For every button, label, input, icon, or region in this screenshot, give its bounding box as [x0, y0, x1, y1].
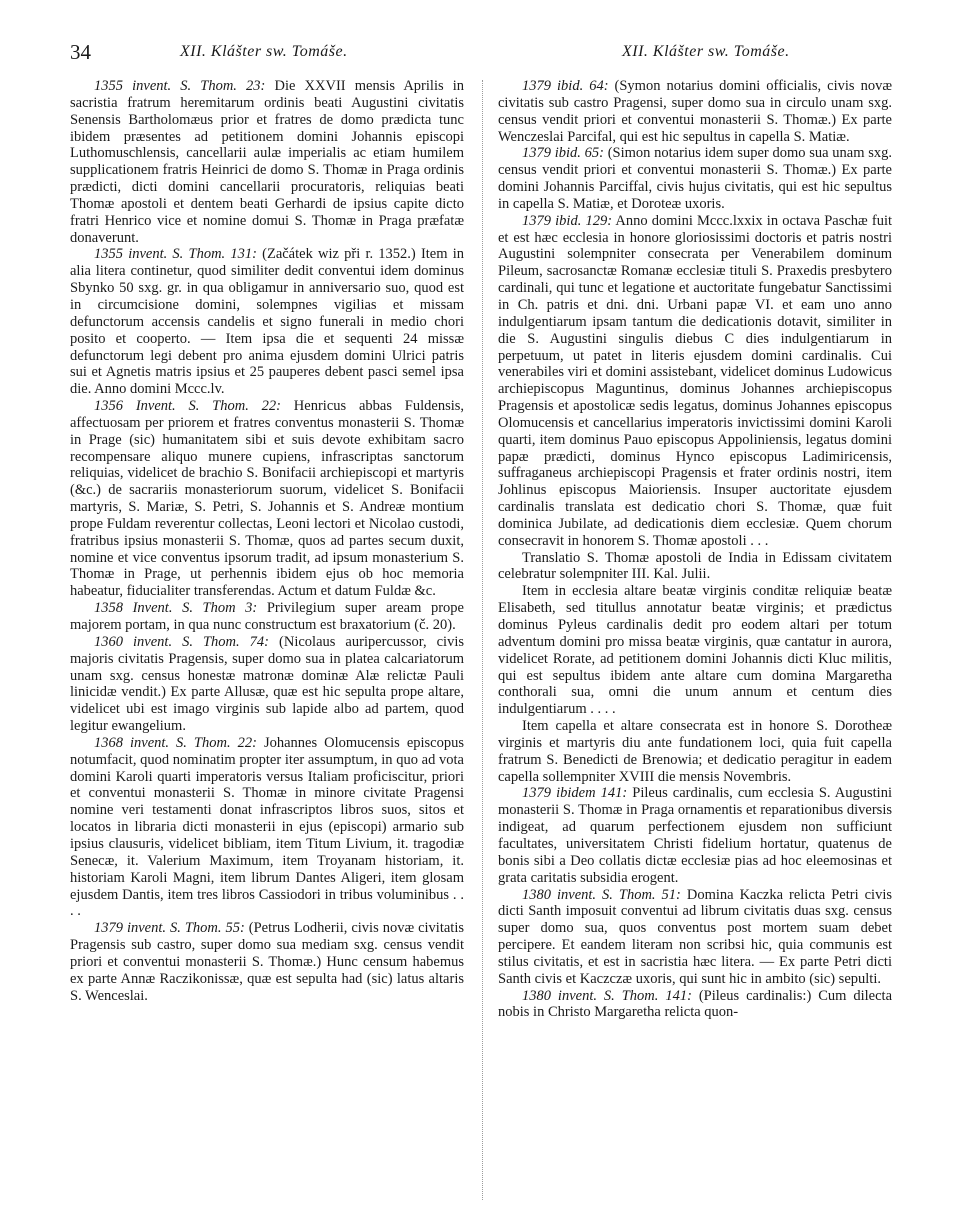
entry-text: (Symon notarius domini officialis, civis novæ civitatis sub castro Pragensi, super domo sua in circulo unam sxg. census vendit priori et conventui monasterii S. Thomæ.) Ex parte Wenczeslai Parcifal, qui est hic sepultus in capella S. Matiæ. [498, 78, 892, 145]
entry-paragraph [498, 550, 892, 584]
entry-reference: 1360 invent. S. Thom. 74: [94, 633, 270, 650]
entry-paragraph [498, 785, 892, 886]
entry-reference: 1379 invent. S. Thom. 55: [94, 920, 245, 937]
entry-reference: 1368 invent. S. Thom. 22: [94, 734, 257, 751]
entry-text: Henricus abbas Fuldensis, affectuosam per priorem et fratres conventus monasterii S. Thomæ in Prage (sic) humanitatem sibi et suis devote exhibitam sacro recompensare aliquo munere cupiens, infrascriptas sanctorum reliquias, videlicet de brachio S. Bonifacii archiepiscopi et martyris (&c.) de sacrariis monasteriorum suorum, videlicet S. Bonifacii martyris, S. Mariæ, S. Petri, S. Johannis et S. Andreæ montium prope Fuldam reverentur collectas, Leoni lectori et Nicolao custodi, fratribus ipsius monasterii S. Thomæ, quos ad partes secum duxit, nomine et vice conventus ipsorum tradit, ad ipsum monasterium S. Thomæ in Prage, ut perhennis ibidem ejus ob hoc memoria habeatur, fiducialiter transferendas. Actum et datum Fuldæ &c. [70, 398, 465, 600]
entry-text: Privilegium super aream prope majorem portam, in qua nunc constructum est braxatorium (č. 20). [70, 600, 464, 633]
entry-reference: 1356 Invent. S. Thom. 22: [94, 398, 281, 415]
page-number: 34 [70, 40, 91, 64]
entry-reference: 1380 invent. S. Thom. 51: [522, 886, 681, 903]
page-header [62, 38, 902, 68]
entry-text: Johannes Olomucensis episcopus notumfacit, quod nominatim propter iter assumptum, in quo ad vota domini Karoli quarti imperatoris versus Italiam proficiscitur, priori et conventui monasterii S. Thomæ in minore civitate Pragensi nomine veri testamenti donat infrascriptos libros suos, sitos et locatos in libraria dicti monasterii in ejus (episcopi) armario sub ipsius clausuris, videlicet bibliam, item Titum Livium, it. tragodiæ Senecæ, it. Valerium Maximum, item Troyanam historiam, it. historiam Karoli Magni, item librum Dantes Aligeri, item glosam ejusdem Dantis, item tres libros Cassiodori in tribus voluminibus . . . . [70, 734, 465, 920]
entry-text: Die XXVII mensis Aprilis in sacristia fratrum heremitarum ordinis beati Augustini civitatis Senensis Bartholomæus prior et fratres de domo prædicta tunc ibidem præsentes ad petitionem domini Johannis episcopi Luthomuschlensis, cancellarii aulæ imperialis ac etiam humilem supplicationem fratris Heinrici de domo S. Thomæ in Praga ordinis prædicti, dicti domini cancellarii procuratoris, reliquias beati Thomæ apostoli et dentem beati Gerhardi de ipsius capite dicto fratri Henrico vice et nomine domui S. Thomæ in Praga præfatæ donaverunt. [70, 78, 465, 246]
entry-paragraph [70, 78, 464, 246]
entry-paragraph [498, 583, 892, 718]
running-head-right: XII. Klášter sw. Tomáše. [622, 43, 790, 60]
entry-paragraph [498, 145, 892, 212]
entry-paragraph [70, 735, 464, 920]
entry-text: Pileus cardinalis, cum ecclesia S. Augustini monasterii S. Thomæ in Praga ornamentis et reparationibus diversis indigeat, ad quarum perfectionem ejusdem non sufficiunt facultates, universitatem Christi fidelium hortatur, quatenus de bonis sibi a Deo collatis dictæ ecclesiæ pias ad hoc eleemosinas et grata caritatis subsidia erogent. [498, 785, 892, 886]
entry-paragraph [498, 887, 892, 988]
entry-paragraph [70, 398, 464, 600]
entry-text: Anno domini Mccc.lxxix in octava Paschæ fuit et est hæc ecclesia in honore gloriosissimi doctoris et patris nostri Augustini solempniter consecrata per Venerabilem dominum Pileum, sacrosanctæ Romanæ ecclesiæ tituli S. Praxedis presbytero cardinali, qui tunc et legatione et auctoritate fungebatur Sanctissimi in Ch. patris et dni. dni. Urbani papæ VI. et eam uno anno indulgentiarum ipsam tantum die dedicationis dotavit, similiter in die S. Augustini singulis diebus C dies indulgentiarum in perpetuum, ut patet in literis ejusdem domini cardinalis. Cui venerabiles viri et domini assistebant, videlicet dominus Ludowicus archiepiscopus Maguntinus, dominus Johannes archiepiscopus Pragensis et apostolicæ sedis legatus, dominus Johannes episcopus Olomucensis et cancellarius imperatoris invictissimi domini Karoli quarti, item dominus Pauo episcopus Appoliniensis, legatus domini papæ prædicti, dominus Hynco episcopus Ladimiricensis, suffraganeus archiepiscopi Pragensis et frater ordinis nostri, item Johlinus episcopus Maioriensis. Insuper auctoritate ejusdem cardinalis translata est dedicatio chori S. Thomæ, quæ fuit dominica Jubilate, ad dedicationis diem ecclesiæ. Quem chorum consecravit in honorem S. Thomæ apostoli . . . [498, 212, 892, 549]
entry-text: (Simon notarius idem super domo sua unam sxg. census vendit priori et conventui monasterii S. Thomæ.) Ex parte domini Johannis Parciffal, civis hujus civitatis, qui est hic sepultus in capella S. Matiæ, et Doroteæ uxoris. [498, 145, 893, 212]
entry-text: (Pileus cardinalis:) Cum dilecta nobis in Christo Margaretha relicta quon- [498, 987, 893, 1021]
entry-paragraph [70, 634, 464, 735]
entry-reference: 1358 Invent. S. Thom 3: [94, 600, 258, 617]
entry-text: Item capella et altare consecrata est in honore S. Dorotheæ virginis et martyris diu ante fundationem loci, quia fuit capella fratrum S. Benedicti de Brenowia; et dedicatio peragitur in eadem capella sollempniter XVIII die mensis Novembris. [498, 718, 892, 785]
entry-text: (Petrus Lodherii, civis novæ civitatis Pragensis sub castro, super domo sua mediam sxg. census vendit priori et conventui monasterii S. Thomæ.) Hunc censum habemus ex parte Annæ Raczikonissæ, quæ est sepulta had (sic) latus altaris S. Wenceslai. [70, 920, 464, 1004]
entry-text: Translatio S. Thomæ apostoli de India in Edissam civitatem celebratur solempniter III. Kal. Julii. [498, 549, 892, 583]
entry-reference: 1355 invent. S. Thom. 23: [94, 78, 266, 94]
entry-paragraph [498, 213, 892, 550]
column-divider [482, 80, 483, 1200]
entry-paragraph [70, 920, 464, 1004]
entry-paragraph [70, 246, 464, 398]
entry-reference: 1355 invent. S. Thom. 131: [94, 246, 257, 263]
left-column [70, 78, 464, 1004]
entry-paragraph [498, 78, 892, 145]
right-column [498, 78, 892, 1021]
entry-text: Item in ecclesia altare beatæ virginis conditæ reliquiæ beatæ Elisabeth, sed titullus annotatur beatæ virginis; et prædictus dominus Pyleus cardinalis dedit pro eodem altari per totum adventum domini pro missa beatæ virginis, quæ cantatur in aurora, videlicet Rorate, ad petitionem domini Johannis dicti Kluc militis, qui est sepultus ibidem ante altare cum domina Margaretha conthorali sua, omni die unum annum et centum dies indulgentiarum . . . . [498, 583, 892, 718]
entry-reference: 1379 ibid. 129: [522, 212, 613, 229]
entry-text: Domina Kaczka relicta Petri civis dicti Santh imposuit conventui ad librum civitatis duas sxg. census super domo sua, quos conventus post mortem suam debet percipere. Et eandem literam non scribsi hic, quia communis est stilus civitatis, et est in sacristia hæc litera. — Ex parte Petri dicti Santh civis et Kaczczæ uxoris, qui sunt hic in ambito (sic) sepulti. [498, 886, 892, 987]
entry-paragraph [498, 718, 892, 785]
entry-reference: 1379 ibid. 65: [522, 145, 604, 162]
running-head-left: XII. Klášter sw. Tomáše. [180, 43, 348, 60]
entry-reference: 1379 ibidem 141: [522, 785, 628, 802]
entry-text: (Začátek wiz při r. 1352.) Item in alia litera continetur, quod similiter dedit conventui idem dominus Sbynko 50 sxg. gr. in qua obligamur in anniversario suo, quod est in circumcisione domini, solempnes vigilias et missam defunctorum accensis candelis et signo funerali in medio chori posito et cooperto. — Item ipsa die et sequenti 24 missæ defunctorum legi debent pro anima ejusdem domini Ulrici patris sui et Agnetis matris ipsius et 25 pauperes debent pasci semel ipsa die. Anno domini Mccc.lv. [70, 246, 464, 398]
entry-paragraph [498, 988, 892, 1022]
entry-reference: 1380 invent. S. Thom. 141: [522, 987, 692, 1004]
entry-paragraph [70, 600, 464, 634]
entry-text: (Nicolaus auripercussor, civis majoris civitatis Pragensis, super domo sua in platea calcariatorum unam sxg. census honestæ matronæ dominæ Alæ relictæ Pauli linicidæ vendit.) Ex parte Allusæ, quæ est hic sepulta prope altare, videlicet ubi est imago virginis sub lapide albo ad partem, quod legitur ewangelium. [70, 633, 464, 735]
entry-reference: 1379 ibid. 64: [522, 78, 609, 94]
